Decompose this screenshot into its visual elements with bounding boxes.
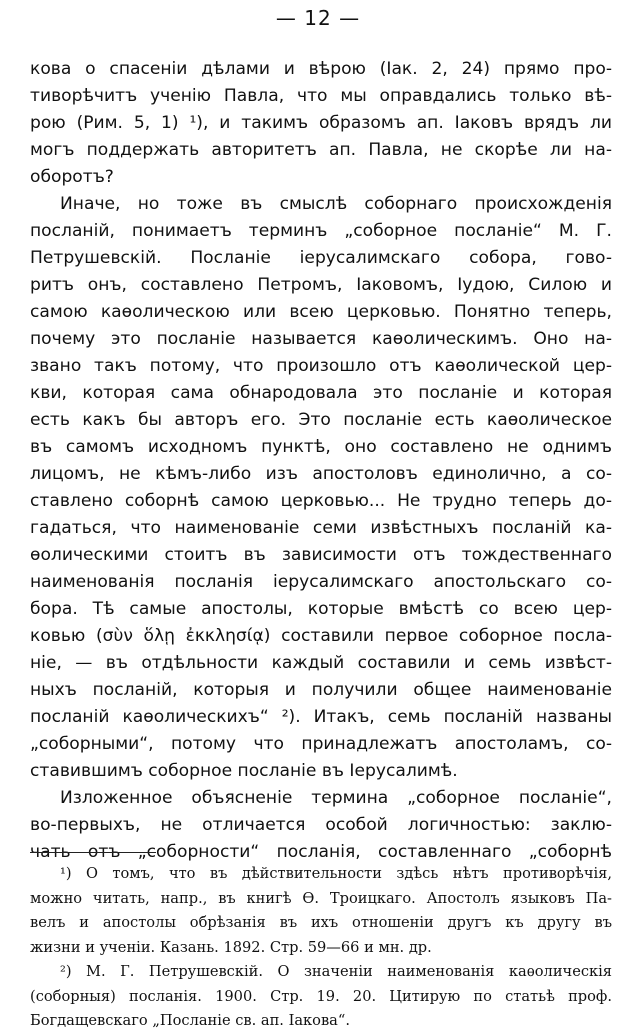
footnote-line: Богдащевскаго „Посланiе св. ап. Iакова“. (30, 1012, 350, 1029)
paragraph (30, 191, 612, 785)
text-line: Петрушевскiй. Посланiе iерусалимскаго собора, говo- (30, 248, 612, 268)
text-line: посланiй, понимаетъ терминъ „соборное посланiе“ М. Г. (30, 221, 612, 241)
paragraph (30, 56, 612, 191)
text-line: оборотъ? (30, 167, 114, 187)
text-line: кви, которая сама обнародовала это посланiе и которая (30, 383, 612, 403)
text-line: посланiй каѳолическихъ“ ²). Итакъ, семь посланiй названы (30, 707, 612, 727)
text-line: почему это посланiе называется каѳолическимъ. Оно на- (30, 329, 612, 349)
footnote-line: можно читать, напр., въ книгѣ Ѳ. Троицкаго. Апостолъ языковъ Па- (30, 889, 612, 907)
text-line: „соборными“, потому что принадлежатъ апостоламъ, со- (30, 734, 612, 754)
text-line: чать отъ „соборности“ посланiя, составленнаго „соборнѣ (30, 842, 612, 862)
footnote-line: ²) М. Г. Петрушевскiй. О значенiи наименованiя каѳолическiя (60, 963, 612, 980)
text-line: ѳолическими стоитъ въ зависимости отъ тождественнаго (30, 545, 612, 565)
text-line: могъ поддержать авторитетъ ап. Павла, не скорѣе ли на- (30, 140, 612, 160)
paragraph (30, 785, 612, 866)
body-text (30, 56, 612, 866)
text-line: ковью (σὺν ὅλῃ ἐκκλησίᾳ) составили первое соборное посла- (30, 626, 612, 646)
footnote-line: жизни и ученiи. Казань. 1892. Стр. 59—66 и мн. др. (30, 938, 432, 956)
footnotes (30, 862, 612, 1034)
text-line: ставлено соборнѣ самою церковью... Не трудно теперь до- (30, 491, 612, 511)
text-line: наименованiя посланiя iерусалимскаго апостольскаго со- (30, 572, 612, 592)
text-line: бора. Тѣ самые апостолы, которые вмѣстѣ со всею цер- (30, 599, 612, 619)
text-line: ставившимъ соборное посланiе въ Iерусалимѣ. (30, 761, 458, 781)
text-line: тиворѣчитъ ученiю Павла, что мы оправдались только вѣ- (30, 86, 612, 106)
page-number: — 12 — (275, 6, 361, 30)
text-line: ритъ онъ, составлено Петромъ, Iаковомъ, Iудою, Силою и (30, 275, 612, 295)
text-line: есть какъ бы авторъ его. Это посланiе есть каѳолическое (30, 410, 612, 430)
text-line: рою (Рим. 5, 1) ¹), и такимъ образомъ ап. Iаковъ врядъ ли (30, 113, 612, 133)
footnote-line: (соборныя) посланiя. 1900. Стр. 19. 20. Цитирую по статьѣ проф. (30, 987, 612, 1005)
text-line: Изложенное объясненiе термина „соборное посланiе“, (60, 788, 612, 808)
text-line: Иначе, но тоже въ смыслѣ соборнаго происхожденiя (60, 194, 612, 214)
footnote (30, 960, 612, 1034)
text-line: кова о спасенiи дѣлами и вѣрою (Iак. 2, 24) прямо про- (30, 59, 612, 79)
text-line: въ самомъ исходномъ пунктѣ, оно составлено не однимъ (30, 437, 612, 457)
text-line: во-первыхъ, не отличается особой логичностью: заклю- (30, 815, 612, 835)
footnote-line: велъ и апостолы обрѣзанiя въ ихъ отношенiи другъ къ другу въ (30, 914, 612, 931)
text-line: ныхъ посланiй, которыя и получили общее наименованiе (30, 680, 612, 700)
text-line: гадаться, что наименованiе семи извѣстныхъ посланiй ка- (30, 518, 612, 538)
text-line: лицомъ, не кѣмъ-либо изъ апостоловъ единолично, а со- (30, 464, 612, 484)
footnote (30, 862, 612, 960)
footnote-line: ¹) О томъ, что въ дѣйствительности здѣсь нѣтъ противорѣчiя, (60, 865, 612, 882)
text-line: звано такъ потому, что произошло отъ каѳолической цер- (30, 356, 612, 376)
text-line: нiе, — въ отдѣльности каждый составили и семь извѣст- (30, 653, 612, 673)
footnote-divider (30, 852, 156, 853)
text-line: самою каѳолическою или всею церковью. Понятно теперь, (30, 302, 612, 322)
